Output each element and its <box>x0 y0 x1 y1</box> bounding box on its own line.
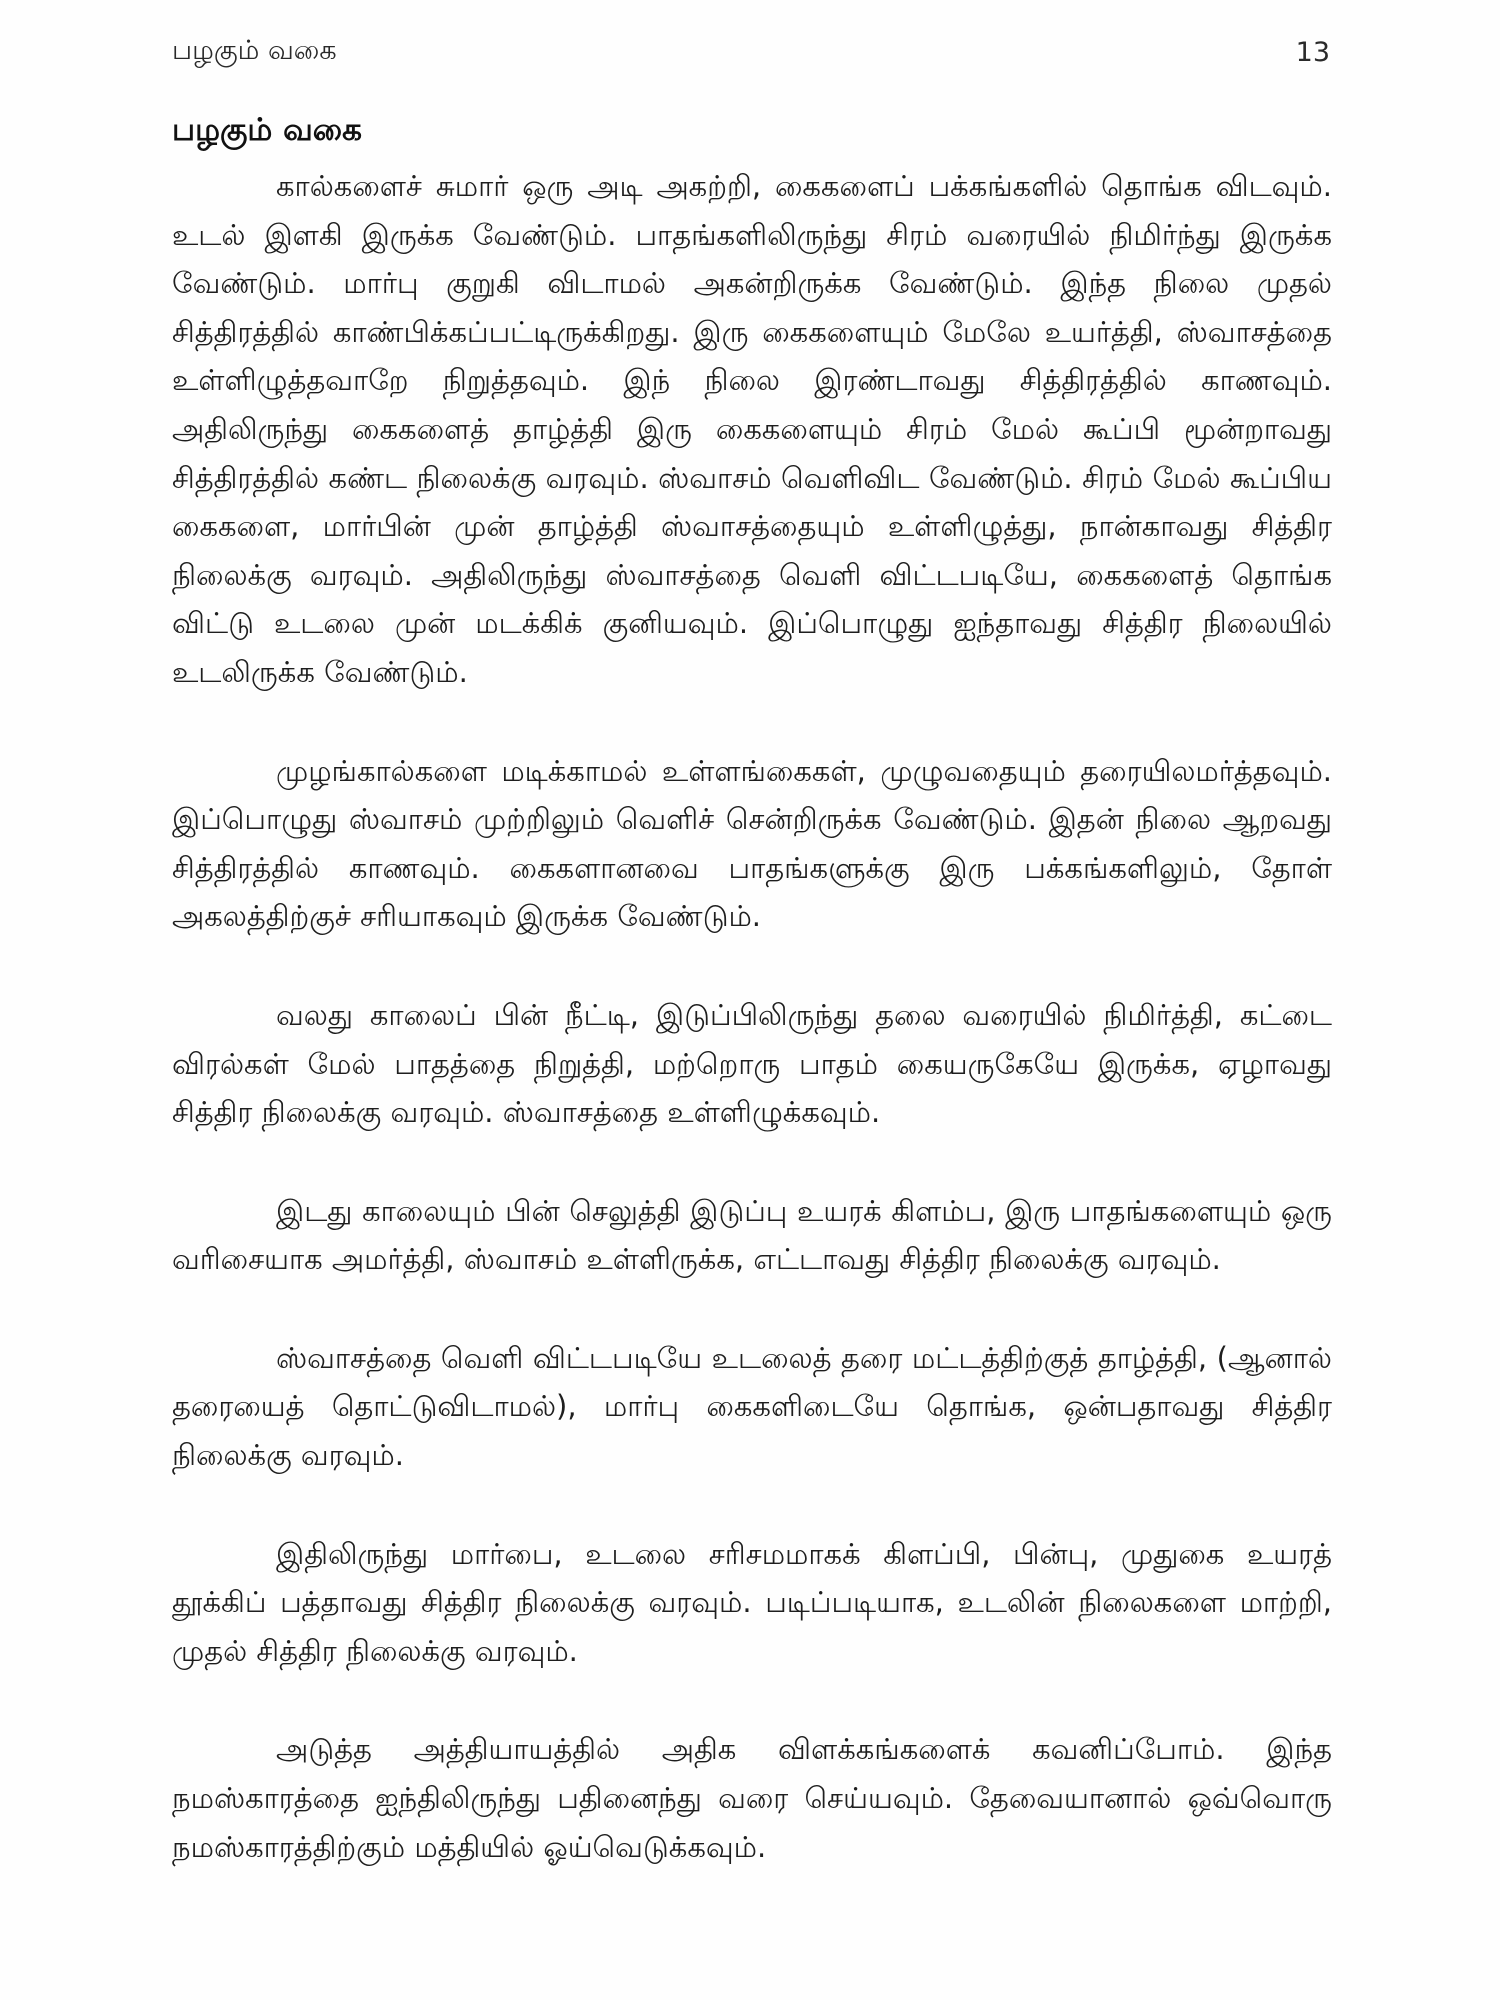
paragraph-4: இடது காலையும் பின் செலுத்தி இடுப்பு உயரக் கிளம்ப, இரு பாதங்களையும் ஒரு வரிசையாக அமர்த்தி, ஸ்வாசம் உள்ளிருக்க, எட்டாவது சித்திர நிலைக்கு வரவும். <box>172 1193 1332 1277</box>
running-header <box>172 32 1330 72</box>
paragraph-5: ஸ்வாசத்தை வெளி விட்டபடியே உடலைத் தரை மட்டத்திற்குத் தாழ்த்தி, (ஆனால் தரையைத் தொட்டுவிடாமல்), மார்பு கைகளிடையே தொங்க, ஒன்பதாவது சித்திர நிலைக்கு வரவும். <box>172 1340 1332 1473</box>
page-number: 13 <box>1295 36 1330 68</box>
paragraph-2: முழங்கால்களை மடிக்காமல் உள்ளங்கைகள், முழுவதையும் தரையிலமர்த்தவும். இப்பொழுது ஸ்வாசம் முற்றிலும் வெளிச் சென்றிருக்க வேண்டும். இதன் நிலை ஆறவது சித்திரத்தில் காணவும். கைகளானவை பாதங்களுக்கு இரு பக்கங்களிலும், தோள் அகலத்திற்குச் சரியாகவும் இருக்க வேண்டும். <box>172 753 1332 934</box>
section-heading: பழகும் வகை <box>172 112 362 148</box>
paragraph-6: இதிலிருந்து மார்பை, உடலை சரிசமமாகக் கிளப்பி, பின்பு, முதுகை உயரத் தூக்கிப் பத்தாவது சித்திர நிலைக்கு வரவும். படிப்படியாக, உடலின் நிலைகளை மாற்றி, முதல் சித்திர நிலைக்கு வரவும். <box>172 1536 1332 1668</box>
body-text <box>172 162 1332 1871</box>
running-title: பழகும் வகை <box>172 34 337 66</box>
paragraph-1: கால்களைச் சுமார் ஒரு அடி அகற்றி, கைகளைப் பக்கங்களில் தொங்க விடவும். உடல் இளகி இருக்க வேண்டும். பாதங்களிலிருந்து சிரம் வரையில் நிமிர்ந்து இருக்க வேண்டும். மார்பு குறுகி விடாமல் அகன்றிருக்க வேண்டும். இந்த நிலை முதல் சித்திரத்தில் காண்பிக்கப்பட்டிருக்கிறது. இரு கைகளையும் மேலே உயர்த்தி, ஸ்வாசத்தை உள்ளிழுத்தவாறே நிறுத்தவும். இந் நிலை இரண்டாவது சித்திரத்தில் காணவும். அதிலிருந்து கைகளைத் தாழ்த்தி இரு கைகளையும் சிரம் மேல் கூப்பி மூன்றாவது சித்திரத்தில் கண்ட நிலைக்கு வரவும். ஸ்வாசம் வெளிவிட வேண்டும். சிரம் மேல் கூப்பிய கைகளை, மார்பின் முன் தாழ்த்தி ஸ்வாசத்தையும் உள்ளிழுத்து, நான்காவது சித்திர நிலைக்கு வரவும். அதிலிருந்து ஸ்வாசத்தை வெளி விட்டபடியே, கைகளைத் தொங்க விட்டு உடலை முன் மடக்கிக் குனியவும். இப்பொழுது ஐந்தாவது சித்திர நிலையில் உடலிருக்க வேண்டும். <box>172 169 1332 689</box>
paragraph-3: வலது காலைப் பின் நீட்டி, இடுப்பிலிருந்து தலை வரையில் நிமிர்த்தி, கட்டை விரல்கள் மேல் பாதத்தை நிறுத்தி, மற்றொரு பாதம் கையருகேயே இருக்க, ஏழாவது சித்திர நிலைக்கு வரவும். ஸ்வாசத்தை உள்ளிழுக்கவும். <box>172 997 1332 1130</box>
paragraph-7: அடுத்த அத்தியாயத்தில் அதிக விளக்கங்களைக் கவனிப்போம். இந்த நமஸ்காரத்தை ஐந்திலிருந்து பதினைந்து வரை செய்யவும். தேவையானால் ஒவ்வொரு நமஸ்காரத்திற்கும் மத்தியில் ஓய்வெடுக்கவும். <box>172 1732 1332 1864</box>
